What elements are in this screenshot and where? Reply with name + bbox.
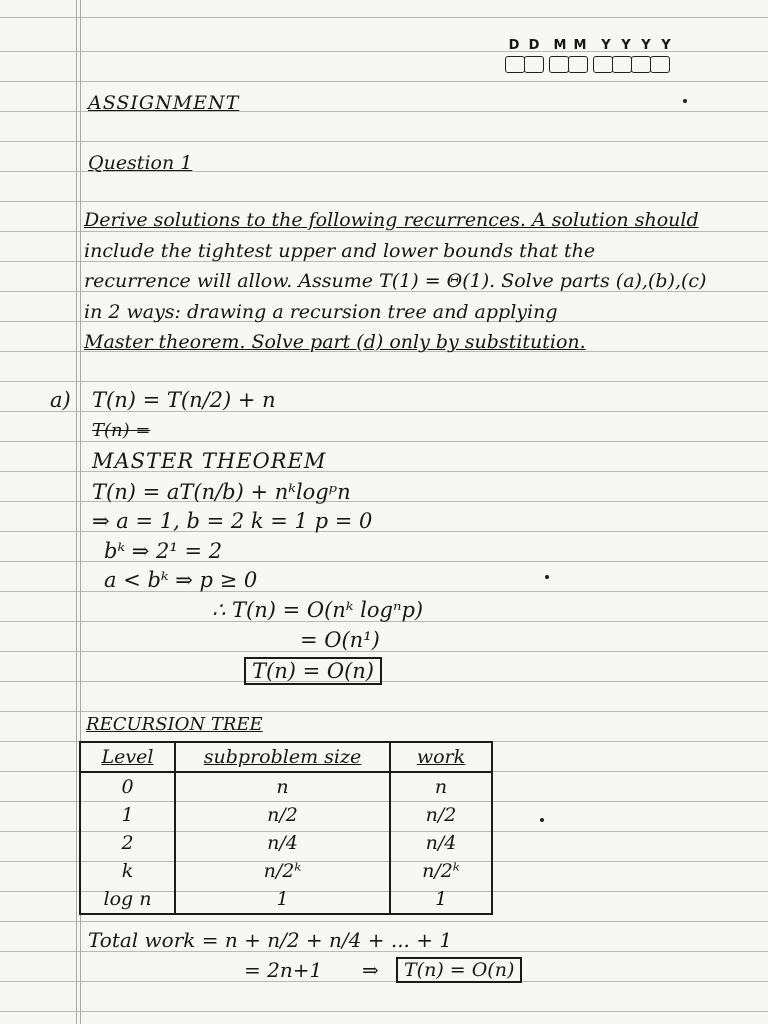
date-box [650, 56, 670, 73]
date-box [505, 56, 525, 73]
instruction-line: include the tightest upper and lower bounds that the [84, 239, 596, 262]
case-comparison: a < bᵏ ⇒ p ≥ 0 [104, 568, 258, 592]
part-a-recurrence: T(n) = T(n/2) + n [92, 388, 276, 412]
level-cell: 1 [80, 801, 175, 829]
date-box [549, 56, 569, 73]
size-cell: n/4 [175, 829, 390, 857]
header-level: Level [80, 742, 175, 772]
size-cell: n/2 [175, 801, 390, 829]
table-row [80, 885, 492, 914]
date-box [631, 56, 651, 73]
instruction-line: Master theorem. Solve part (d) only by substitution. [84, 331, 586, 353]
master-result: T(n) = O(n) [244, 657, 382, 685]
instruction-line: Derive solutions to the following recurrences. A solution should [84, 209, 699, 231]
date-label: Y [601, 38, 613, 53]
recursion-tree-table [79, 741, 493, 915]
date-label: D [508, 38, 522, 53]
level-cell: 2 [80, 829, 175, 857]
header-work: work [390, 742, 492, 772]
total-work-result: = 2n+1 [244, 958, 323, 982]
size-cell: n [175, 772, 390, 801]
date-field [505, 38, 700, 73]
date-box [593, 56, 613, 73]
table-row [80, 857, 492, 885]
crossed-out-text: T(n) = [92, 420, 151, 441]
final-result: T(n) = O(n) [396, 957, 522, 983]
master-theorem-title: MASTER THEOREM [92, 449, 327, 473]
date-labels [505, 38, 700, 53]
table-row [80, 829, 492, 857]
ink-dot [683, 99, 687, 103]
date-boxes [505, 56, 700, 73]
implies-arrow: ⇒ [362, 958, 379, 982]
total-work-line: Total work = n + n/2 + n/4 + ... + 1 [88, 928, 453, 952]
table-header-row [80, 742, 492, 772]
master-step-2: = O(n¹) [300, 628, 380, 652]
level-cell: k [80, 857, 175, 885]
date-label: M [573, 38, 589, 53]
instruction-line: in 2 ways: drawing a recursion tree and applying [84, 300, 558, 323]
table-row [80, 801, 492, 829]
table-row [80, 772, 492, 801]
question-heading: Question 1 [88, 152, 193, 174]
work-cell: n/4 [390, 829, 492, 857]
work-cell: 1 [390, 885, 492, 914]
ink-dot [545, 575, 549, 579]
date-label: Y [621, 38, 633, 53]
date-label: M [553, 38, 569, 53]
date-box [612, 56, 632, 73]
part-a-label: a) [50, 388, 71, 412]
ink-dot [540, 818, 544, 822]
date-box [568, 56, 588, 73]
master-params: ⇒ a = 1, b = 2 k = 1 p = 0 [92, 509, 373, 533]
work-cell: n [390, 772, 492, 801]
b-power-k: bᵏ ⇒ 2¹ = 2 [104, 539, 223, 563]
master-step-1: ∴ T(n) = O(nᵏ logⁿp) [212, 598, 424, 622]
date-label: Y [641, 38, 653, 53]
work-cell: n/2 [390, 801, 492, 829]
master-theorem-form: T(n) = aT(n/b) + nᵏlogᵖn [92, 480, 351, 504]
assignment-heading: ASSIGNMENT [88, 92, 240, 114]
instructions-paragraph [84, 205, 764, 358]
header-subproblem-size: subproblem size [175, 742, 390, 772]
date-box [524, 56, 544, 73]
date-label: Y [661, 38, 673, 53]
work-cell: n/2ᵏ [390, 857, 492, 885]
level-cell: 0 [80, 772, 175, 801]
level-cell: log n [80, 885, 175, 914]
recursion-tree-title: RECURSION TREE [86, 714, 263, 735]
date-label: D [528, 38, 542, 53]
size-cell: n/2ᵏ [175, 857, 390, 885]
instruction-line: recurrence will allow. Assume T(1) = Θ(1). Solve parts (a),(b),(c) [84, 270, 707, 292]
size-cell: 1 [175, 885, 390, 914]
